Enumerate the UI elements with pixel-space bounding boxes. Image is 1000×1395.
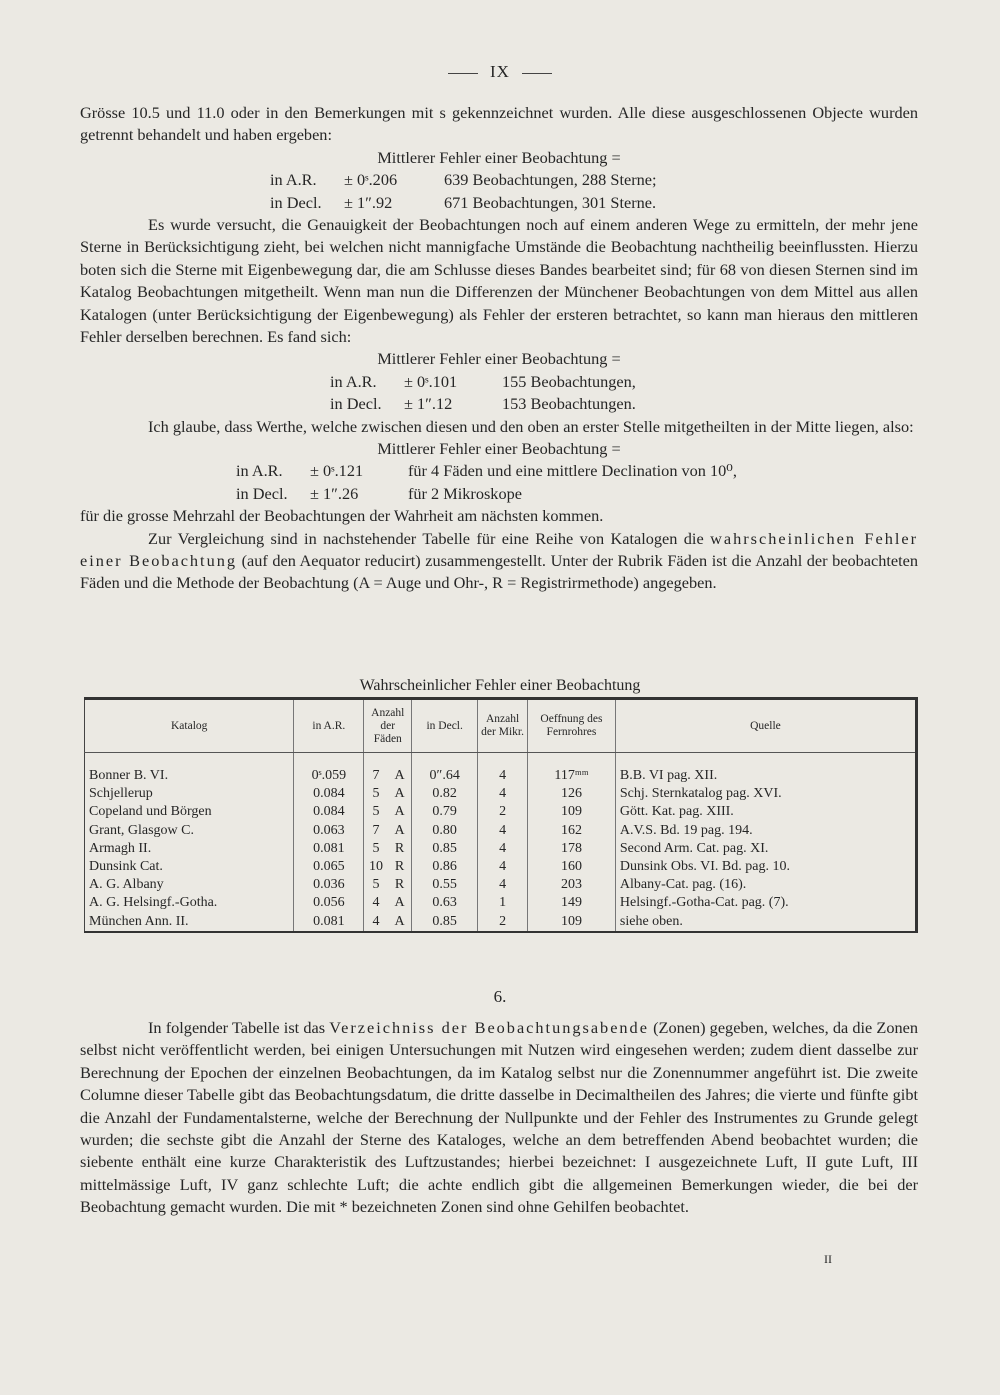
catalog-cell: Dunsink Cat.	[89, 859, 163, 875]
paragraph-4: für die grosse Mehrzahl der Beobachtungen der Wahrheit am nächsten kommen.	[80, 506, 604, 526]
formula-label: in A.R.	[270, 170, 317, 190]
oeffnung-cell: 178	[528, 840, 616, 858]
quelle-cell: Albany-Cat. pag. (16).	[615, 876, 916, 894]
table-row	[85, 894, 917, 912]
ar-cell: 0.063	[294, 822, 364, 840]
catalog-cell: München Ann. II.	[89, 913, 189, 929]
faden-count-cell: 5	[364, 840, 388, 858]
quelle-cell: Dunsink Obs. VI. Bd. pag. 10.	[615, 858, 916, 876]
formula-label: in Decl.	[236, 483, 288, 503]
faden-method-cell: A	[394, 786, 405, 802]
paragraph-1: Grösse 10.5 und 11.0 oder in den Bemerkungen mit s gekennzeichnet wurden. Alle diese ausgeschlossenen Objecte wurden getrennt behandelt und haben ergeben:	[80, 103, 918, 145]
ar-cell: 0ˢ.059	[294, 753, 364, 786]
error-table	[84, 697, 918, 933]
decl-cell: 0.80	[412, 822, 478, 840]
catalog-cell: Copeland und Börgen	[89, 804, 212, 820]
ar-cell: 0.081	[294, 913, 364, 932]
faden-count-cell: 4	[364, 913, 388, 932]
formula-3-decl	[80, 483, 918, 505]
header-oeffnung: Oeffnung des Fernrohres	[528, 699, 616, 753]
oeffnung-cell: 149	[528, 894, 616, 912]
quelle-cell: Gött. Kat. pag. XIII.	[615, 803, 916, 821]
header-faden: Anzahl der Fäden	[364, 699, 412, 753]
decl-cell: 0.86	[412, 858, 478, 876]
decl-cell: 0.85	[412, 913, 478, 932]
formula-value: ± 0ˢ.206	[344, 170, 398, 190]
oeffnung-cell: 126	[528, 785, 616, 803]
header-dash-left	[448, 73, 478, 74]
faden-method-cell: R	[394, 859, 405, 875]
formula-label: in Decl.	[270, 192, 322, 212]
formula-value: ± 1″.26	[310, 483, 359, 503]
formula-3-title: Mittlerer Fehler einer Beobachtung =	[377, 439, 621, 459]
mikr-cell: 2	[478, 913, 528, 932]
formula-1-decl	[80, 192, 918, 214]
ar-cell: 0.084	[294, 803, 364, 821]
decl-cell: 0.55	[412, 876, 478, 894]
formula-value: ± 0ˢ.121	[310, 461, 364, 481]
formula-detail: 155 Beobachtungen,	[502, 371, 636, 391]
table-title: Wahrscheinlicher Fehler einer Beobachtung	[359, 677, 641, 694]
table-row	[85, 840, 917, 858]
formula-detail: 671 Beobachtungen, 301 Sterne.	[444, 192, 657, 212]
formula-label: in A.R.	[236, 461, 283, 481]
formula-value: ± 1″.12	[404, 394, 453, 414]
formula-detail: 153 Beobachtungen.	[502, 394, 636, 414]
page-header	[0, 62, 1000, 82]
decl-cell: 0.63	[412, 894, 478, 912]
table-row	[85, 913, 917, 932]
footer-signature: II	[824, 1252, 832, 1266]
formula-detail: für 4 Fäden und eine mittlere Declination von 10⁰,	[408, 461, 737, 481]
text-block-2	[80, 1017, 918, 1219]
faden-method-cell: R	[394, 877, 405, 893]
section-number: 6.	[493, 987, 507, 1006]
table-row	[85, 803, 917, 821]
table-body	[85, 753, 917, 932]
header-katalog: Katalog	[85, 699, 294, 753]
formula-1-ar	[80, 169, 918, 191]
mikr-cell: 4	[478, 822, 528, 840]
header-decl: in Decl.	[412, 699, 478, 753]
oeffnung-cell: 162	[528, 822, 616, 840]
catalog-cell: Armagh II.	[89, 840, 152, 856]
section-paragraph-end: (Zonen) gegeben, welches, da die Zonen selbst nicht veröffentlicht werden, bei einigen Untersuchungen mit Nutzen wird eingesehen werden; zudem dient dasselbe zur Berechnung der Epochen der einzelnen Beobachtungen, da im Katalog selbst nur die Zonennummer angeführt ist. Die zweite Columne dieser Tabelle gibt das Beobachtungsdatum, die dritte dasselbe in Decimaltheilen des Jahres; die vierte und fünfte gibt die Anzahl der Fundamentalsterne, welche der Berechnung der Nullpunkte und der Fehler des Instrumentes zu Grunde gelegt wurden; die sechste gibt die Anzahl der Sterne des Kataloges, welche an dem betreffenden Abend beobachtet wurden; die siebente enthält eine kurze Charakteristik des Luftzustandes; hierbei bezeichnet: I ausgezeichnete Luft, II gute Luft, III mittelmässige Luft, IV ganz schlechte Luft; die achte endlich gibt die allgemeinen Bemerkungen wieder, die bei der Beobachtung gemacht wurden. Die mit * bezeichneten Zonen sind ohne Gehilfen beobachtet.	[80, 1018, 918, 1217]
paragraph-2: Es wurde versucht, die Genauigkeit der Beobachtungen noch auf einem anderen Wege zu ermitteln, der mehr jene Sterne in Berücksichtigung zieht, bei welchen nicht mannigfache Umstände die Beobachtung nachtheilig beeinflussten. Hierzu boten sich die Sterne mit Eigenbewegung dar, die am Schlusse dieses Bandes bearbeitet sind; für 68 von diesen Sternen sind im Katalog Beobachtungen mitgetheilt. Wenn man nun die Differenzen der Münchener Beobachtungen von dem Mittel aus allen Katalogen (unter Berücksichtigung der Eigenbewegung) als Fehler der ersteren betrachtet, so kann man hieraus den mittleren Fehler derselben berechnen. Es fand sich:	[80, 215, 918, 347]
mikr-cell: 4	[478, 858, 528, 876]
table-row	[85, 858, 917, 876]
faden-count-cell: 7	[364, 753, 388, 786]
mikr-cell: 2	[478, 803, 528, 821]
decl-cell: 0.82	[412, 785, 478, 803]
table-row	[85, 785, 917, 803]
faden-method-cell: R	[394, 840, 405, 856]
formula-detail: 639 Beobachtungen, 288 Sterne;	[444, 170, 657, 190]
ar-cell: 0.065	[294, 858, 364, 876]
table-row	[85, 876, 917, 894]
paragraph-5-end: (auf den Aequator reducirt) zusammengestellt. Unter der Rubrik Fäden ist die Anzahl der beobachteten Fäden und die Methode der Beobachtung (A = Auge und Ohr-, R = Registrirmethode) angegeben.	[80, 551, 919, 593]
mikr-cell: 4	[478, 840, 528, 858]
paragraph-5-emphasis: wahrscheinlichen Fehler einer Beobachtung	[80, 528, 919, 571]
header-mikr: Anzahl der Mikr.	[478, 699, 528, 753]
oeffnung-cell: 160	[528, 858, 616, 876]
ar-cell: 0.084	[294, 785, 364, 803]
mikr-cell: 4	[478, 785, 528, 803]
quelle-cell: Second Arm. Cat. pag. XI.	[615, 840, 916, 858]
paragraph-5-start: Zur Vergleichung sind in nachstehender Tabelle für eine Reihe von Katalogen die	[148, 528, 704, 548]
formula-value: ± 1″.92	[344, 192, 393, 212]
formula-2-ar	[80, 371, 918, 393]
section-paragraph	[80, 1017, 918, 1219]
catalog-cell: Grant, Glasgow C.	[89, 822, 194, 838]
oeffnung-cell: 109	[528, 913, 616, 932]
formula-1-title: Mittlerer Fehler einer Beobachtung =	[377, 147, 621, 167]
faden-method-cell: A	[394, 768, 405, 783]
formula-value: ± 0ˢ.101	[404, 371, 458, 391]
formula-3-ar	[80, 460, 918, 482]
formula-label: in Decl.	[330, 394, 382, 414]
quelle-cell: A.V.S. Bd. 19 pag. 194.	[615, 822, 916, 840]
faden-count-cell: 10	[364, 858, 388, 876]
catalog-cell: A. G. Helsingf.-Gotha.	[89, 895, 218, 911]
faden-count-cell: 4	[364, 894, 388, 912]
ar-cell: 0.056	[294, 894, 364, 912]
table-header-row	[85, 699, 917, 753]
mikr-cell: 4	[478, 876, 528, 894]
quelle-cell: Schj. Sternkatalog pag. XVI.	[615, 785, 916, 803]
faden-method-cell: A	[394, 913, 405, 929]
section-paragraph-emphasis: Verzeichniss der Beobachtungsabende	[329, 1018, 649, 1037]
oeffnung-cell: 109	[528, 803, 616, 821]
decl-cell: 0.79	[412, 803, 478, 821]
formula-2-title: Mittlerer Fehler einer Beobachtung =	[377, 349, 621, 369]
quelle-cell: B.B. VI pag. XII.	[615, 753, 916, 786]
table-row	[85, 822, 917, 840]
header-dash-right	[522, 73, 552, 74]
catalog-cell: A. G. Albany	[89, 877, 164, 893]
quelle-cell: siehe oben.	[615, 913, 916, 932]
section-paragraph-start: In folgender Tabelle ist das	[148, 1018, 326, 1037]
faden-count-cell: 5	[364, 876, 388, 894]
paragraph-3: Ich glaube, dass Werthe, welche zwischen diesen und den oben an erster Stelle mitgetheilten in der Mitte liegen, also:	[148, 416, 914, 436]
faden-count-cell: 5	[364, 803, 388, 821]
oeffnung-cell: 203	[528, 876, 616, 894]
faden-method-cell: A	[394, 822, 405, 838]
catalog-cell: Bonner B. VI.	[89, 768, 169, 783]
header-ar: in A.R.	[294, 699, 364, 753]
catalog-cell: Schjellerup	[89, 786, 153, 802]
decl-cell: 0.85	[412, 840, 478, 858]
oeffnung-cell: 117ᵐᵐ	[528, 753, 616, 786]
faden-method-cell: A	[394, 895, 405, 911]
formula-2-decl	[80, 393, 918, 415]
header-quelle: Quelle	[615, 699, 916, 753]
page-number: IX	[490, 62, 510, 81]
table-row	[85, 753, 917, 786]
faden-count-cell: 5	[364, 785, 388, 803]
formula-label: in A.R.	[330, 371, 377, 391]
mikr-cell: 1	[478, 894, 528, 912]
text-block-1	[80, 102, 918, 595]
ar-cell: 0.081	[294, 840, 364, 858]
quelle-cell: Helsingf.-Gotha-Cat. pag. (7).	[615, 894, 916, 912]
decl-cell: 0″.64	[412, 753, 478, 786]
mikr-cell: 4	[478, 753, 528, 786]
faden-method-cell: A	[394, 804, 405, 820]
paragraph-5	[80, 528, 918, 595]
faden-count-cell: 7	[364, 822, 388, 840]
ar-cell: 0.036	[294, 876, 364, 894]
formula-detail: für 2 Mikroskope	[408, 483, 522, 503]
